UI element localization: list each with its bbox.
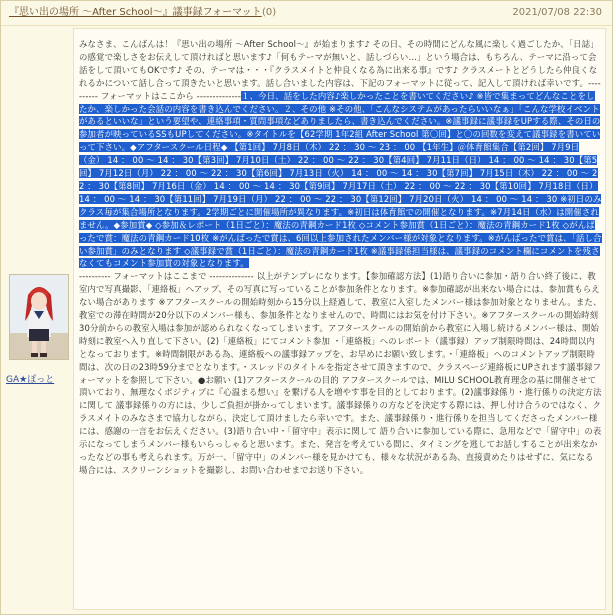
post-rules-text: ---------- フォーマットはここまで -------------- 以上がテンプレになります。【参加確認方法】(1)語り合いに参加・語り合い終了後に、教室内で写真撮影、「連絡板」へアップ、その写真に写っていることが参加条件となります。※参加確認が出来ない場合には、参加賞もらえない場合があります ※アフタースクールの開始時刻から15分以上経過して、教室に入室したメンバー様は参加対象となりません。また、教室での滞在時間が20分以下のメンバー様も、参加条件となりませんので、時間にはお気を付け下さい。※アフタースクールの開始時刻30分前からの教室入場は参加が認められなくなってしまいます。アフタースクールの開始前から教室に入場し続けるメンバー様は、開始時刻に教室へ入り直して下さい。(2)「連絡板」にてコメント参加 ・「連絡板」へのレポート（議事録）アップ制限時間は、24時間以内となっております。※時間制限がある為、連絡板への議事録アップを、お早めにお願い致します。・「連絡板」へのコメントアップ制限時間は、次の日の23時59分までとなります。・スレッドのタイトルを指定させて頂きますので、クラスページ連絡板にUPされます議事録フォーマットを参照して下さい。●お願い (1)アフタースクールの目的 アフタースクールでは、MILU SCHOOL教育理念の基に開催させて頂いており、無理なくポジティブに『心温まる想い』を繋げる人を増やす事を目的としております。(2)議事録係り・進行係りの決定方法に関して 議事録係りの方には、少しご負担が掛かってしまいます。議事録係りの方などを決定する際には、押し付け合うのではなく、クラスメイトのみなさまで協力しながら、決定して頂けましたら幸いです。また、議事録係り・進行係りを担当してくださったメンバー様には、感謝の一言をお伝えください。(3)語り合い中・「留守中」表示に関して 語り合いに参加している際に、急用などで「留守中」の表示になってしまうメンバー様もいらっしゃると思います。また、発言を考えている間に、タイミングを逃してお話しすることが出来なかったなどの事も考えられます。万が一、「留守中」のメンバー様を見かけても、様々な状況がある為、直接責めたりはせずに、気になる場合には、スクリーンショットを撮影し、お問い合わせまでお送り下さい。 [79,271,602,475]
poster-column [1,26,71,614]
avatar-image [10,275,68,359]
post-text[interactable] [79,38,602,477]
post-intro-text: みなさま、こんばんは！『思い出の場所 ～After School～』が始まります♪ その日、その時間にどんな風に楽しく過ごしたか、「日誌」の感覚で楽しさをお伝えして頂ければと思います♪「何もテーマが無いと、話しづらい…」という場合は、もちろん、テーマに沿って会話をして頂いてもOKです♪ その、テーマは・・・『クラスメイトと仲良くなる為に出来る事』です♪ クラスメートとどうしたら仲良くなれるかについて話し合って頂きたいと思います。話し合いました内容は、下記のフォーマットに従って、記入して頂ければ幸いです。---------- フォーマットはここから -------------- [79,39,601,101]
post-header [1,1,612,26]
reply-count: (0) [262,7,277,18]
poster-username-link[interactable]: GA★ぽっと [6,375,55,385]
post-timestamp: 2021/07/08 22:30 [512,7,602,18]
selected-text-highlight: １、今日、話をした内容♪楽しかったことを書いてください♪ ※皆で集まってどんなことをしたか、楽しかった会話の内容を書き込んでください。２、その他 ※その他、「こんなシステムがあったらいいなぁ」「こんな学校イベントがあるといいな」という要望や、連絡事項・質問事項などありましたら、書き込んでください。※議事録に議事録をUPする際、その日の参加者が映っているSSもUPしてください。※タイトルを【62学期 1年2組 After School 第〇回】と〇の回数を変えて議事録を書いていって下さい。◆アフタースクール日程◆ 【第1回】 7月8日（木） 22 ： 30 ～ 23 ： 00 【1年生】＠体育館集合【第2回】 7月9日（金） 14 ： 00 ～ 14 ： 30【第3回】 7月10日（土） 22 ： 00 ～ 22 ： 30【第4回】 7月11日（日） 14 ： 00 ～ 14 ： 30【第5回】 7月12日（月） 22 ： 00 ～ 22 ： 30【第6回】 7月13日（火） 14 ： 00 ～ 14 ： 30【第7回】 7月15日（木） 22 ： 00 ～ 22 ： 30【第8回】 7月16日（金） 14 ： 00 ～ 14 ： 30【第9回】 7月17日（土） 22 ： 00 ～ 22 ： 30【第10回】 7月18日（日） 14 ： 00 ～ 14 ： 30【第11回】 7月19日（月） 22 ： 00 ～ 22 ： 30【第12回】 7月20日（火） 14 ： 00 ～ 14 ： 30 ※初日のみクラス毎が集合場所となります。2学期ごとに開催場所が異なります。※初日は体育館での開催となります。※7月14日（水）は開催されません。◆参加賞◆ ◇参加＆レポート（1日ごと）：魔法の青鋼カード1枚 ◇コメント参加賞（1日ごと）：魔法の青鋼カード1枚 ◇がんばったで賞：魔法の青鋼カード10枚 ※がんばったで賞は、6回以上参加されたメンバー様が対象となります。※がんばったで賞は、「話し合い参加賞」のみとなります ◇議事録で賞（1日ごと）：魔法の青鋼カード1枚 ※議事録係担当様は、議事録のコメント欄にコメントを残さなくてもコメント参加賞の対象となります。 [79,90,602,269]
thread-title-link[interactable]: 『思い出の場所 ～After School～』議事録フォーマット [9,7,262,18]
character-portrait-icon[interactable] [9,274,69,360]
post-body [73,28,606,610]
